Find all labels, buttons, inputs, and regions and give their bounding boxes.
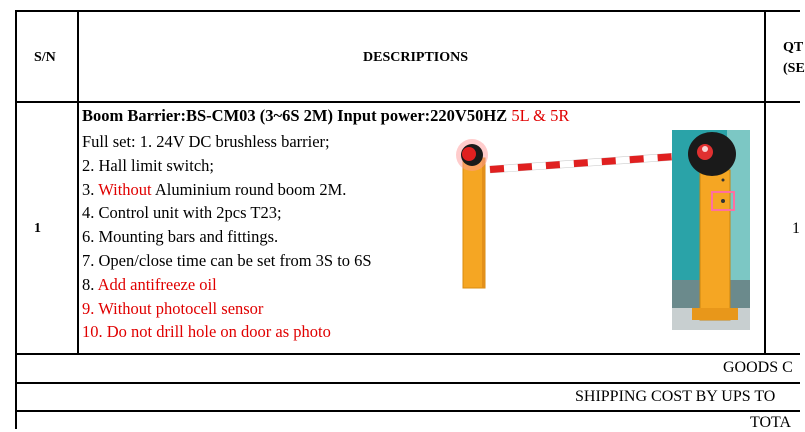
- total-label: TOTA: [750, 414, 792, 431]
- table-border-top: [16, 10, 800, 12]
- list-item: [82, 273, 372, 297]
- product-title-note: 5L & 5R: [511, 106, 570, 125]
- list-item-highlight: Add antifreeze oil: [97, 274, 217, 294]
- header-descriptions: DESCRIPTIONS: [363, 50, 469, 65]
- barrier-illustration: [440, 128, 680, 298]
- shipping-cost-label: SHIPPING COST BY UPS TO: [575, 388, 776, 405]
- list-item: 7. Open/close time can be set from 3S to 6S: [82, 250, 372, 270]
- footer-divider-1: [16, 382, 800, 384]
- barrier-photo: [672, 130, 750, 330]
- list-item: 2. Hall limit switch;: [82, 155, 214, 175]
- barrier-post: [463, 158, 485, 288]
- header-sn: S/N: [34, 50, 56, 65]
- header-qty-line1: QT: [783, 40, 804, 55]
- description-list: [82, 130, 372, 344]
- list-item: 4. Control unit with 2pcs T23;: [82, 203, 282, 223]
- row-qty: 1: [792, 220, 800, 237]
- footer-divider-2: [16, 410, 800, 412]
- col-divider-sn: [77, 10, 79, 354]
- list-item: 9. Without photocell sensor: [82, 298, 264, 318]
- col-divider-qty: [764, 10, 766, 354]
- list-item-highlight: Without: [98, 179, 152, 199]
- product-title: [82, 106, 642, 126]
- product-title-text: Boom Barrier:BS-CM03 (3~6S 2M) Input power:220V50HZ: [82, 106, 508, 125]
- header-qty-line2: (SE: [783, 61, 805, 76]
- list-item: [82, 178, 372, 202]
- list-item: 6. Mounting bars and fittings.: [82, 227, 279, 247]
- goods-cost-label: GOODS C: [723, 359, 793, 376]
- list-item-suffix: Aluminium round boom 2M.: [151, 179, 347, 199]
- header-divider: [16, 101, 800, 103]
- list-item: 10. Do not drill hole on door as photo: [82, 322, 331, 342]
- row-divider: [16, 353, 800, 355]
- table-border-left: [15, 10, 17, 429]
- list-item-prefix: 3.: [82, 179, 99, 199]
- row-sn: 1: [34, 221, 41, 236]
- list-item-prefix: 8.: [82, 274, 98, 294]
- list-item: Full set: 1. 24V DC brushless barrier;: [82, 132, 330, 151]
